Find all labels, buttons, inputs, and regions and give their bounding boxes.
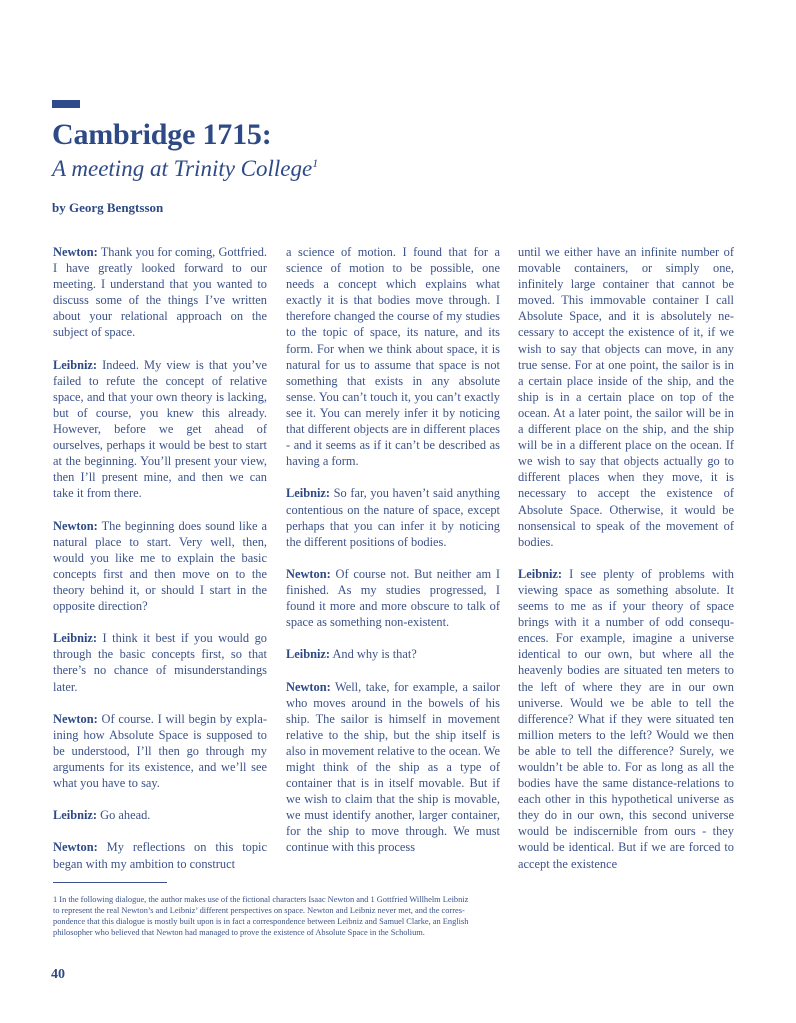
paragraph-text: Of course not. But neither am I finished. As my studies progressed, I found it more and more obscure to talk of space as something non-existent. [286, 566, 500, 630]
dialogue-paragraph [53, 518, 267, 615]
dialogue-paragraph [286, 485, 500, 549]
dialogue-paragraph [286, 679, 500, 856]
paragraph-text: a science of motion. I found that for a science of motion to be possible, one needs a concept which explains what exactly it is that bodies move through. I therefore changed the course of my studies to the topic of space, its nature, and its form. For when we think about space, it is natural for us to assume that space is not something that exists in any absolute sense. You can’t touch it, you can’t exactly see it. You can merely infer it by noticing that different objects are in different places - and it seems as if it can’t be described as having a form. [286, 245, 500, 469]
paragraph-text: My reflections on this topic began with my ambition to construct [53, 840, 267, 871]
paragraph-text: until we either have an infinite number of movable containers, or simply one, infinitely large container that cannot be moved. This immovable container I call Absolute Space, and it is absolutely necessary to accept the existence of it, if we wish to say that objects can move, in any true sense. For at one point, the sailor is in a certain place inside of the ship, and the ship is in a certain place on top of the ocean. At a later point, the sailor will be in a different place on the ship, and the ship will be in a different place on the ocean. If we wish to say that objects actually go to different places when they move, it is necessary to accept the existence of Absolute Space. Otherwise, it would be nonsensical to speak of the movement of bodies. [518, 245, 734, 549]
dialogue-paragraph [53, 630, 267, 694]
dialogue-paragraph [518, 244, 734, 550]
speaker-label: Newton: [53, 840, 98, 855]
paragraph-text: Thank you for coming, Gottfried. I have greatly looked forward to our meeting. I understand that you wanted to discuss some of the things I’ve written about your relational approach on the subject of space. [53, 245, 267, 340]
subtitle-text: A meeting at Trinity College [52, 156, 313, 181]
text-column-3 [518, 244, 734, 872]
dialogue-paragraph [53, 807, 267, 823]
speaker-label: Leibniz: [53, 808, 98, 823]
dialogue-paragraph [286, 646, 500, 662]
dialogue-paragraph [53, 839, 267, 871]
speaker-label: Newton: [53, 245, 98, 259]
paragraph-text: Go ahead. [97, 808, 151, 823]
page-number: 40 [51, 967, 65, 982]
dialogue-paragraph [518, 566, 734, 872]
paragraph-text: I think it best if you would go through the basic concepts first, so that there’s no chance of misunderstandings later. [53, 631, 267, 694]
footnote-line: 1 In the following dialogue, the author makes use of the fictional characters Isaac Newton and 1 Gottfried Willhelm Leibniz [53, 895, 469, 904]
speaker-label: Leibniz: [518, 566, 563, 581]
article-title: Cambridge 1715: [52, 118, 272, 151]
footnote-line: to represent the real Newton’s and Leibniz’ different perspectives on space. Newton and Leibniz never met, and the corres- [53, 906, 465, 915]
article-subtitle [52, 148, 318, 184]
dialogue-paragraph [286, 244, 500, 469]
speaker-label: Newton: [286, 566, 331, 581]
speaker-label: Leibniz: [53, 357, 98, 372]
speaker-label: Leibniz: [53, 631, 98, 646]
speaker-label: Newton: [286, 679, 331, 694]
dialogue-paragraph [53, 244, 267, 341]
footnote [53, 894, 513, 938]
paragraph-text: Of course. I will begin by explaining how Absolute Space is supposed to be understood, I’ll then go through my arguments for its existence, and we’ll see what you have to say. [53, 711, 267, 791]
speaker-label: Leibniz: [286, 486, 331, 501]
paragraph-text: Well, take, for example, a sailor who moves around in the bowels of his ship. The sailor is himself in movement relative to the ship, but the ship itself is also in movement relative to the ocean. We might think of the ship as a type of container that is in itself movable. But if we wish to claim that the ship is movable, we must identify another, larger container, for the ship to move through. We must continue with this process [286, 679, 500, 855]
dialogue-paragraph [53, 711, 267, 791]
speaker-label: Newton: [53, 518, 98, 533]
footnote-divider [53, 882, 167, 883]
byline: by Georg Bengtsson [52, 200, 164, 215]
accent-bar [52, 100, 80, 108]
speaker-label: Newton: [53, 711, 98, 726]
dialogue-paragraph [286, 566, 500, 630]
paragraph-text: Indeed. My view is that you’ve failed to refute the concept of relative space, and that your own theory is lacking, but of course, you knew this already. However, before we get ahead of ourselves, perhaps it would be best to start at the beginning. You’ll present your view, then I’ll present mine, and then we can take it from there. [53, 357, 267, 501]
speaker-label: Leibniz: [286, 647, 331, 662]
paragraph-text: So far, you haven’t said anything contentious on the nature of space, except perhaps that you can infer it by noticing the different positions of bodies. [286, 486, 500, 549]
text-column-1 [53, 244, 267, 872]
footnote-line: philosopher who believed that Newton had managed to prove the existence of Absolute Space in the Scholium. [53, 928, 425, 937]
footnote-line: pondence that this dialogue is mostly built upon is in fact a correspondence between Leibniz and Samuel Clarke, an English [53, 917, 469, 926]
footnote-reference: 1 [312, 156, 319, 170]
paragraph-text: I see plenty of problems with viewing space as something absolute. It seems to me as if your theory of space brings with it a number of odd consequences. For example, imagine a universe identical to our own, but where all the heavenly bodies are situated ten meters to the left of where they are in our own universe. Would we be able to tell the difference? What if they were situated ten million meters to the left? Would we then be able to tell the difference? Surely, we wouldn’t be able to. For as long as all the bodies have the same distance-relations to each other in this hypothetical universe as they do in our own, this second universe would be indiscernible from ours - they would be identical. But if we are forced to accept the existence [518, 566, 734, 871]
dialogue-paragraph [53, 357, 267, 502]
paragraph-text: And why is that? [330, 647, 417, 662]
paragraph-text: The beginning does sound like a natural place to start. Very well, then, would you like me to explain the basic concepts first and then move on to the theory behind it, or should I start in the opposite direction? [53, 518, 267, 614]
text-column-2 [286, 244, 500, 856]
